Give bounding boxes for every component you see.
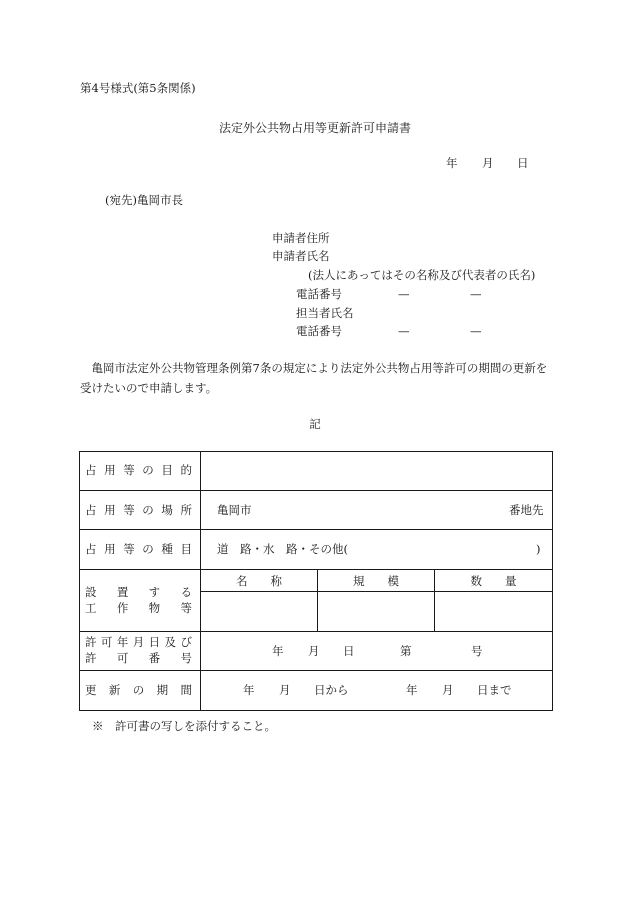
label-char: 日 xyxy=(148,635,161,649)
type-label xyxy=(85,542,192,556)
label-char: 許 xyxy=(85,651,97,665)
label-char: 目 xyxy=(180,542,192,556)
renewal-from-month: 月 xyxy=(279,683,291,697)
label-char: び xyxy=(180,635,192,649)
date-month-label: 月 xyxy=(482,156,494,170)
label-char: 可 xyxy=(100,635,113,649)
label-char: 物 xyxy=(148,601,161,615)
addressee: (宛先)亀岡市長 xyxy=(105,193,183,207)
permit-number-suffix: 号 xyxy=(471,644,483,658)
permit-number-prefix: 第 xyxy=(400,644,412,658)
label-char: 年 xyxy=(116,635,129,649)
label-char: 用 xyxy=(104,542,116,556)
structure-name-header: 名 称 xyxy=(236,574,282,588)
table-divider xyxy=(79,631,553,632)
label-char: 許 xyxy=(85,635,97,649)
permit-day: 日 xyxy=(343,644,355,658)
date-day-label: 日 xyxy=(517,156,529,170)
label-char: 場 xyxy=(161,503,173,517)
renewal-to-year: 年 xyxy=(406,683,418,697)
table-divider xyxy=(79,670,553,671)
label-char: の xyxy=(132,683,145,697)
permit-month: 月 xyxy=(308,644,320,658)
type-options: 道 路・水 路・その他( xyxy=(217,542,348,556)
label-char: 占 xyxy=(85,463,97,477)
phone-separator: — xyxy=(398,287,410,301)
label-char: 等 xyxy=(123,463,135,477)
structure-label xyxy=(85,584,192,616)
table-border xyxy=(79,451,80,711)
label-char: の xyxy=(142,542,154,556)
label-char: 的 xyxy=(180,463,192,477)
table-divider xyxy=(79,569,553,570)
phone-separator: — xyxy=(470,324,482,338)
purpose-field[interactable] xyxy=(201,452,551,490)
label-char: 目 xyxy=(161,463,173,477)
table-divider xyxy=(79,529,553,530)
contact-person-label: 担当者氏名 xyxy=(296,306,354,320)
type-close-paren: ) xyxy=(536,542,541,556)
table-border xyxy=(552,451,553,711)
permit-year: 年 xyxy=(272,644,284,658)
label-char: 所 xyxy=(180,503,192,517)
form-number-label: 第4号様式(第5条関係) xyxy=(80,81,196,95)
renewal-to-month: 月 xyxy=(442,683,454,697)
label-char: の xyxy=(142,463,154,477)
attachment-note: ※ 許可書の写しを添付すること。 xyxy=(92,719,276,733)
place-label xyxy=(85,503,192,517)
label-char: る xyxy=(180,585,192,599)
label-char: 工 xyxy=(85,601,97,615)
ki-heading: 記 xyxy=(309,417,321,431)
label-char: 設 xyxy=(85,585,97,599)
structure-quantity-field[interactable] xyxy=(435,592,552,631)
application-table xyxy=(79,451,553,711)
label-char: 用 xyxy=(104,463,116,477)
permit-label xyxy=(85,634,192,666)
phone-separator: — xyxy=(470,287,482,301)
label-char: 可 xyxy=(116,651,129,665)
place-suffix: 番地先 xyxy=(509,503,544,517)
renewal-from-day: 日から xyxy=(314,683,349,697)
label-char: 用 xyxy=(104,503,116,517)
label-char: 作 xyxy=(116,601,129,615)
label-char: 新 xyxy=(108,683,121,697)
date-year-label: 年 xyxy=(446,156,458,170)
phone-separator: — xyxy=(398,324,410,338)
label-char: 号 xyxy=(180,651,192,665)
purpose-label xyxy=(85,463,192,477)
label-char: 更 xyxy=(85,683,97,697)
applicant-name-label: 申請者氏名 xyxy=(272,249,330,263)
renewal-to-day: 日まで xyxy=(477,683,512,697)
document-title: 法定外公共物占用等更新許可申請書 xyxy=(218,121,411,135)
label-char: 等 xyxy=(123,503,135,517)
label-char: 等 xyxy=(123,542,135,556)
applicant-name-note: (法人にあってはその名称及び代表者の氏名) xyxy=(308,268,536,282)
label-char: 月 xyxy=(132,635,145,649)
label-char: 間 xyxy=(180,683,192,697)
contact-phone-label: 電話番号 xyxy=(296,324,342,338)
structure-name-field[interactable] xyxy=(201,592,317,631)
structure-quantity-header: 数 量 xyxy=(470,574,517,588)
label-char: の xyxy=(142,503,154,517)
label-char: す xyxy=(148,585,161,599)
label-char: 等 xyxy=(180,601,192,615)
label-char: 置 xyxy=(116,585,129,599)
table-border xyxy=(79,710,553,711)
label-char: 占 xyxy=(85,542,97,556)
renewal-from-year: 年 xyxy=(243,683,255,697)
applicant-phone-label: 電話番号 xyxy=(296,287,342,301)
label-char: 期 xyxy=(156,683,169,697)
place-city: 亀岡市 xyxy=(217,503,252,517)
table-divider xyxy=(79,490,553,491)
structure-scale-header: 規 模 xyxy=(353,574,399,588)
label-char: 番 xyxy=(148,651,161,665)
renewal-label xyxy=(85,683,192,697)
applicant-address-label: 申請者住所 xyxy=(272,231,330,245)
structure-scale-field[interactable] xyxy=(318,592,434,631)
label-char: 種 xyxy=(161,542,173,556)
application-body-text: 亀岡市法定外公共物管理条例第7条の規定により法定外公共物占用等許可の期間の更新を受けたいので申請します。 xyxy=(80,361,548,395)
label-char: 及 xyxy=(164,635,177,649)
label-char: 占 xyxy=(85,503,97,517)
